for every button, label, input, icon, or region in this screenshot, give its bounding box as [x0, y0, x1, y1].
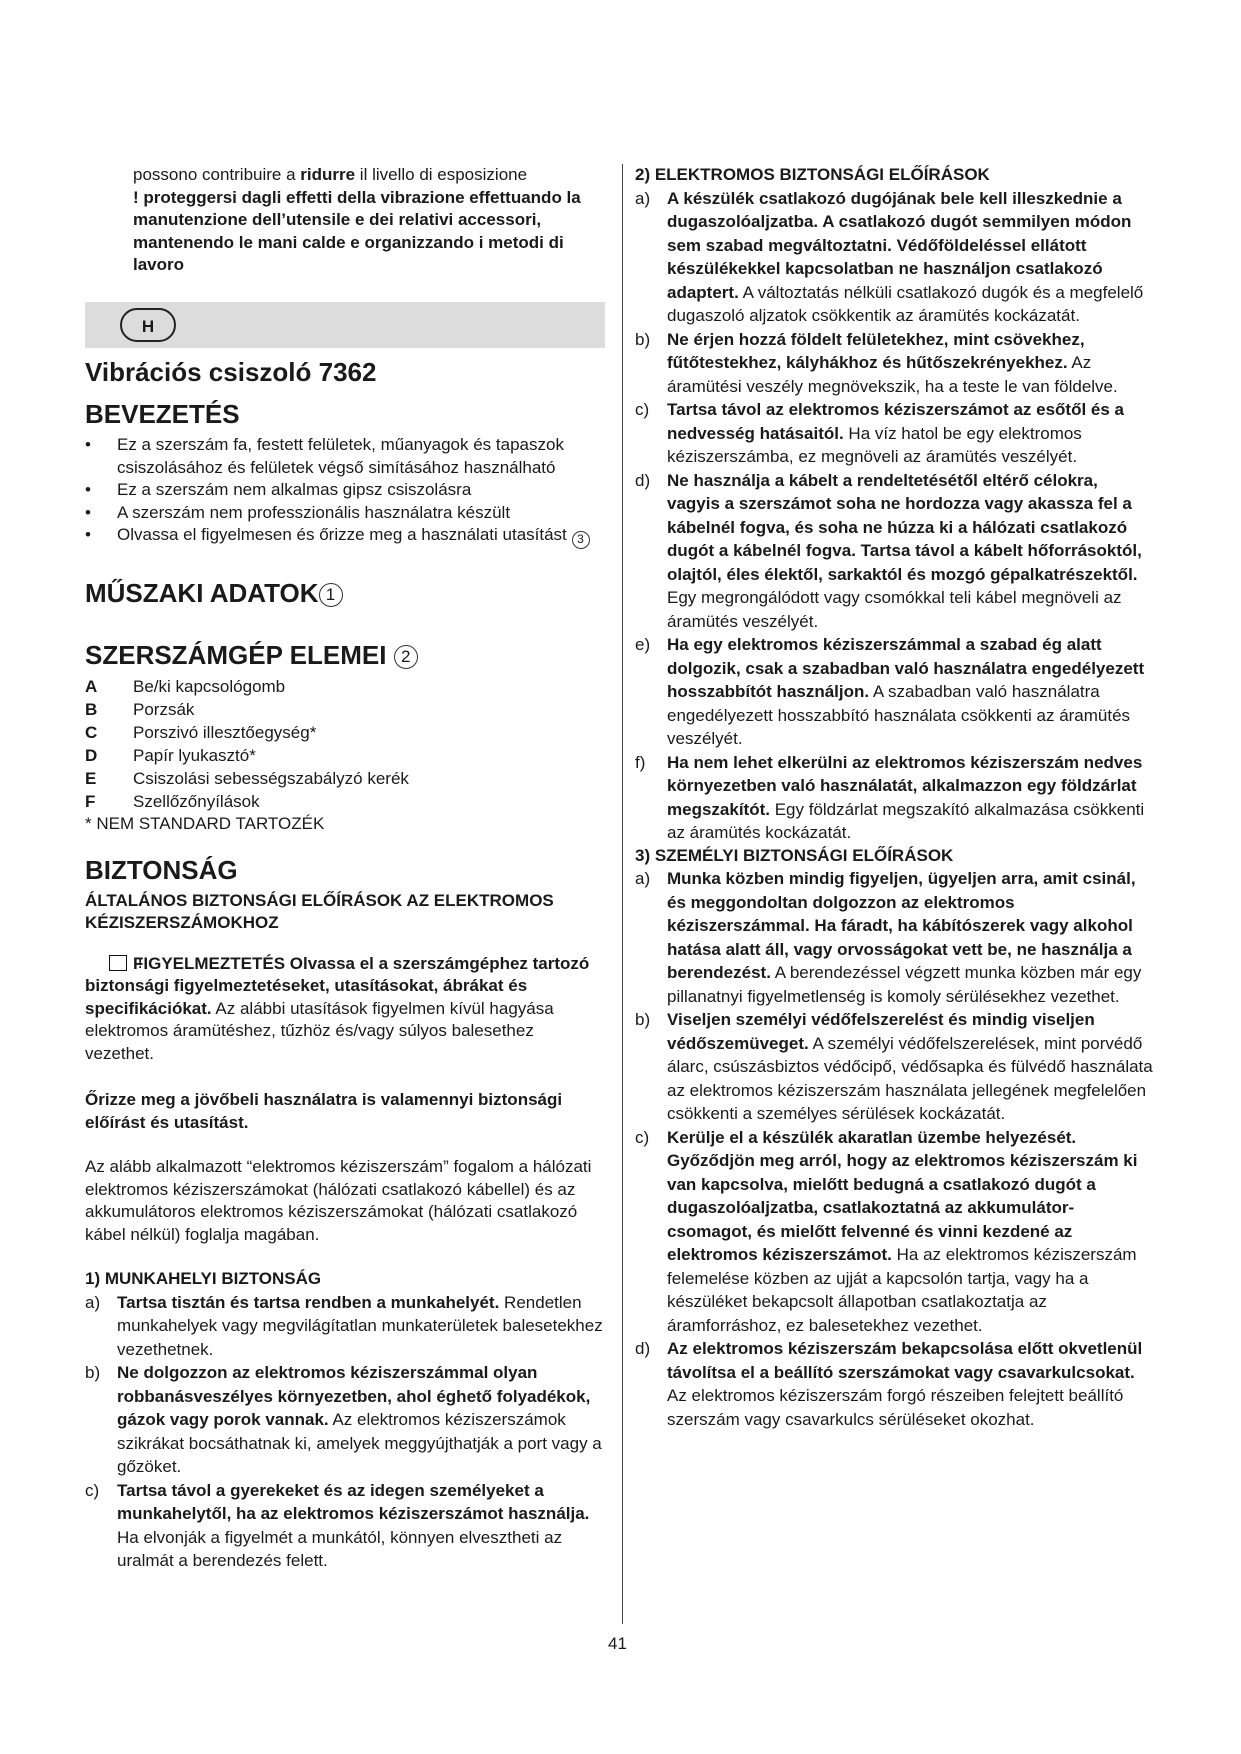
- left-column: [85, 164, 605, 277]
- list-item: c) Tartsa távol a gyerekeket és az idegen személyeket a munkahelytől, ha az elektromos kéziszerszámot használja. Ha elvonják a figyelmét a munkától, könnyen elvesztheti az uralmát a berendezés felett.: [85, 1480, 590, 1570]
- list-item: b) Viseljen személyi védőfelszerelést és mindig viseljen védőszemüveget. A személyi védőfelszerelések, mint porvédő álarc, csúszásbiztos védőcipő, védősapka és fülvédő használata az elektromos kéziszerszám használata jellegének megfelelően csökkenti a személyes sérülések kockázatát.: [635, 1010, 1153, 1123]
- personal-heading: 3) SZEMÉLYI BIZTONSÁGI ELŐÍRÁSOK: [635, 845, 954, 865]
- figure-ref-1: 1: [319, 583, 343, 607]
- list-item: f) Ha nem lehet elkerülni az elektromos kéziszerszám nedves környezetben való használatát, alkalmazzon egy földzárlat megszakítót. Egy földzárlat megszakító alkalmazása csökkenti az áramütés kockázatát.: [635, 752, 1145, 842]
- warning-icon: [109, 955, 127, 971]
- elec-heading: 2) ELEKTROMOS BIZTONSÁGI ELŐÍRÁSOK: [635, 165, 990, 184]
- intro-heading: BEVEZETÉS: [85, 399, 240, 429]
- right-column: [635, 164, 1155, 1431]
- list-item: e) Ha egy elektromos kéziszerszámmal a szabad ég alatt dolgozik, csak a szabadban való használatra engedélyezett hosszabbítót használjon. A szabadban való használatra engedélyezett hosszabbító használata csökkenti az áramütés veszélyét.: [635, 635, 1145, 748]
- figure-ref-2: 2: [394, 645, 418, 669]
- keep-notice: Őrizze meg a jövőbeli használatra is valamennyi biztonsági előírást és utasítást.: [85, 1090, 563, 1132]
- list-item: b) Ne érjen hozzá földelt felületekhez, mint csövekhez, fűtőtestekhez, kályhákhoz és hűtőszekrényekhez. Az áramütési veszély megnövekszik, ha a teste le van földelve.: [635, 329, 1118, 396]
- tech-heading: MŰSZAKI ADATOK 1: [85, 577, 605, 609]
- warning-paragraph: !FIGYELMEZTETÉS Olvassa el a szerszámgéphez tartozó biztonsági figyelmeztetéseket, utasításokat, ábrákat és specifikációkat. Az alábbi utasítások figyelmen kívül hagyása elektromos áramütéshez, tűzhöz és/vagy súlyos balesethez vezethet.: [85, 953, 605, 1066]
- language-badge: H: [120, 308, 176, 342]
- italian-intro-bold: ! proteggersi dagli effetti della vibrazione effettuando la manutenzione dell’utensile e dei relativi accessori, mantenendo le mani calde e organizzando i metodi di lavoro: [133, 187, 581, 274]
- work-heading: 1) MUNKAHELYI BIZTONSÁG: [85, 1269, 322, 1288]
- term-paragraph: Az alább alkalmazott “elektromos kéziszerszám” fogalom a hálózati elektromos kéziszerszámokat (hálózati csatlakozó kábellel) és az akkumulátoros elektromos kéziszerszámokat (hálózati csatlakozó kábel nélkül) foglalja magában.: [85, 1157, 592, 1244]
- list-item: • Ez a szerszám fa, festett felületek, műanyagok és tapaszok csiszolásához és felületek végső simításához használható: [85, 434, 605, 479]
- italian-intro: possono contribuire a ridurre il livello di esposizione ! proteggersi dagli effetti della vibrazione effettuando la manutenzione dell’utensile e dei relativi accessori, mantenendo le mani calde e organizzando i metodi di lavoro: [133, 165, 581, 274]
- language-bar: [85, 302, 605, 348]
- list-item: c) Tartsa távol az elektromos kéziszerszámot az esőtől és a nedvesség hatásaitól. Ha víz hatol be egy elektromos kéziszerszámba, ez megnöveli az áramütés veszélyét.: [635, 400, 1124, 466]
- list-item: b) Ne dolgozzon az elektromos kéziszerszámmal olyan robbanásveszélyes környezetben, ahol éghető folyadékok, gázok vagy porok vannak. Az elektromos kéziszerszámok szikrákat bocsáthatnak ki, amelyek meggyújthatják a port vagy a gőzöket.: [85, 1363, 602, 1476]
- list-item: a) A készülék csatlakozó dugójának bele kell illeszkednie a dugaszolóaljzatba. A csatlakozó dugót semmilyen módon sem szabad megváltoztatni. Védőföldeléssel ellátott készülékekkel kapcsolatban ne használjon csatlakozó adaptert. A változtatás nélküli csatlakozó dugók és a megfelelő dugaszoló aljzatok csökkentik az áramütés kockázatát.: [635, 188, 1144, 325]
- figure-ref-3: 3: [572, 531, 590, 549]
- page-number: 41: [608, 1634, 627, 1653]
- safety-heading: BIZTONSÁG: [85, 854, 238, 885]
- general-safety-heading: ÁLTALÁNOS BIZTONSÁGI ELŐÍRÁSOK AZ ELEKTROMOS KÉZISZERSZÁMOKHOZ: [85, 890, 554, 932]
- list-item: • Ez a szerszám nem alkalmas gipsz csiszolásra: [85, 479, 605, 502]
- list-item: • Olvassa el figyelmesen és őrizze meg a használati utasítást 3: [85, 524, 605, 549]
- table-row: C Porszivó illesztőegység*: [85, 723, 317, 742]
- parts-note: * NEM STANDARD TARTOZÉK: [85, 814, 325, 833]
- parts-heading: SZERSZÁMGÉP ELEMEI 2: [85, 639, 605, 671]
- product-title: Vibrációs csiszoló 7362: [85, 357, 377, 387]
- list-item: a) Munka közben mindig figyeljen, ügyeljen arra, amit csinál, és meggondoltan dolgozzon az elektromos kéziszerszámmal. Ha fáradt, ha kábítószerek vagy alkohol hatása alatt áll, vagy orvosságokat vett be, ne használja a berendezést. A berendezéssel végzett munka közben már egy pillanatnyi figyelmetlenség is komoly sérülésekhez vezethet.: [635, 869, 1142, 1006]
- table-row: F Szellőzőnyílások: [85, 792, 260, 811]
- intro-bullets: [85, 434, 605, 549]
- table-row: B Porzsák: [85, 700, 195, 719]
- table-row: D Papír lyukasztó*: [85, 746, 256, 765]
- list-item: d) Az elektromos kéziszerszám bekapcsolása előtt okvetlenül távolítsa el a beállító szerszámokat vagy csavarkulcsokat. Az elektromos kéziszerszám forgó részeiben felejtett beállító szerszám vagy csavarkulcs sérüléseket okozhat.: [635, 1339, 1143, 1429]
- table-row: A Be/ki kapcsológomb: [85, 677, 286, 696]
- table-row: E Csiszolási sebességszabályzó kerék: [85, 769, 409, 788]
- list-item: c) Kerülje el a készülék akaratlan üzembe helyezését. Győződjön meg arról, hogy az elektromos kéziszerszám ki van kapcsolva, mielőtt bedugná a csatlakozó dugót a dugaszolóaljzatba, csatlakoztatná az akkumulátor-csomagot, és mielőtt felvenné és vinni kezdené az elektromos kéziszerszámot. Ha az elektromos kéziszerszám felemelése közben az ujját a kapcsolón tartja, vagy ha a készüléket bekapcsolt állapotban csatlakoztatja az áramforráshoz, ez balesetekhez vezethet.: [635, 1127, 1138, 1335]
- list-item: • A szerszám nem professzionális használatra készült: [85, 502, 605, 525]
- list-item: d) Ne használja a kábelt a rendeltetésétől eltérő célokra, vagyis a szerszámot soha ne hordozza vagy akassza fel a kábelnél fogva, és soha ne húzza ki a hálózati csatlakozó dugót a kábelnél fogva. Tartsa távol a kábelt hőforrásoktól, olajtól, éles élektől, sarkaktól és mozgó gépalkatrészektől. Egy megrongálódott vagy csomókkal teli kábel megnöveli az áramütés veszélyét.: [635, 470, 1142, 631]
- parts-table: [85, 675, 409, 813]
- list-item: a) Tartsa tisztán és tartsa rendben a munkahelyét. Rendetlen munkahelyek vagy megvilágítatlan munkaterületek balesetekhez vezethetnek.: [85, 1292, 603, 1359]
- left-column-main: [85, 356, 605, 1573]
- column-divider: [622, 164, 623, 1624]
